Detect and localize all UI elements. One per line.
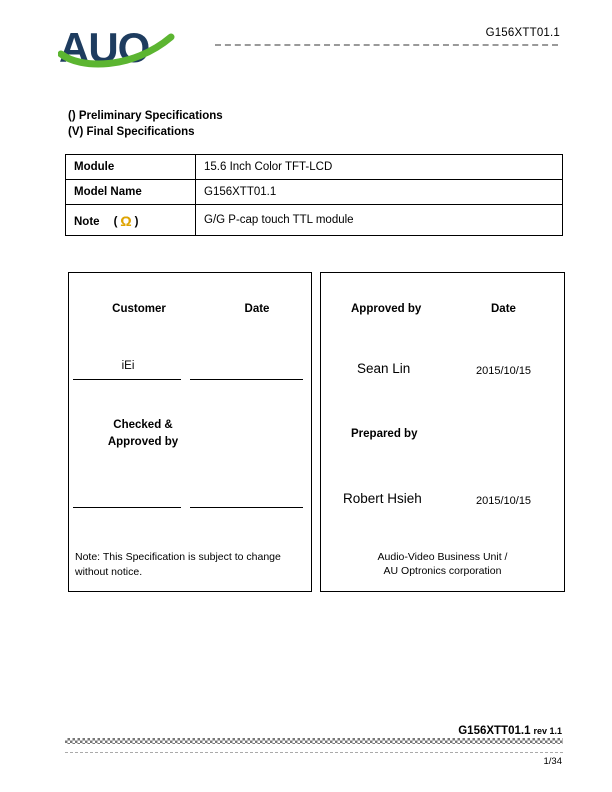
header-doc-number: G156XTT01.1 xyxy=(485,27,560,39)
checked-signature-line xyxy=(73,507,181,508)
checked-approved-header xyxy=(69,417,217,450)
header-dashed-line xyxy=(215,44,558,46)
model-name-label: Model Name xyxy=(66,180,196,205)
note-label: Note xyxy=(74,216,100,228)
organization-text xyxy=(321,550,564,578)
customer-date-line xyxy=(190,379,303,380)
approval-date-header: Date xyxy=(491,303,516,315)
checked-line2: Approved by xyxy=(107,435,179,448)
spec-status xyxy=(68,109,223,140)
footer-pattern-strip xyxy=(65,738,563,744)
approved-by-header: Approved by xyxy=(351,303,422,315)
footer-doc-number xyxy=(452,725,562,737)
checked-line1: Checked & xyxy=(113,419,173,431)
approver-date: 2015/10/15 xyxy=(476,365,532,377)
note-label-cell xyxy=(66,205,196,236)
org-line1: Audio-Video Business Unit / xyxy=(377,551,508,563)
customer-signature-line xyxy=(73,379,181,380)
auo-logo-svg xyxy=(58,24,178,76)
final-spec-line: (V) Final Specifications xyxy=(68,125,195,138)
approval-box xyxy=(320,272,565,592)
preparer-date: 2015/10/15 xyxy=(476,495,532,507)
note-value: G/G P-cap touch TTL module xyxy=(196,205,563,236)
table-row-note xyxy=(66,205,563,236)
customer-header: Customer xyxy=(112,303,166,315)
checked-date-line xyxy=(190,507,303,508)
table-row-module xyxy=(66,155,563,180)
change-notice-text: Note: This Specification is subject to change without notice. xyxy=(75,551,281,578)
prepared-by-header: Prepared by xyxy=(351,428,418,440)
auo-logo-text: AUO xyxy=(59,24,150,71)
module-label: Module xyxy=(66,155,196,180)
auo-logo xyxy=(58,24,178,76)
customer-box xyxy=(68,272,312,592)
approver-name: Sean Lin xyxy=(357,361,411,376)
note-paren-open: ( xyxy=(113,216,118,228)
note-paren-close: ) xyxy=(134,216,139,228)
model-name-value: G156XTT01.1 xyxy=(196,180,563,205)
note-icon: Ω xyxy=(120,213,132,229)
page-number: 1/34 xyxy=(543,756,562,767)
preparer-name: Robert Hsieh xyxy=(343,491,422,506)
table-row-model-name xyxy=(66,180,563,205)
footer-doc-number-text: G156XTT01.1 xyxy=(458,725,531,737)
org-line2: AU Optronics corporation xyxy=(383,565,502,578)
customer-date-header: Date xyxy=(244,303,270,315)
footer-revision: rev 1.1 xyxy=(533,726,562,736)
customer-name: iEi xyxy=(121,360,135,372)
preliminary-spec-line: () Preliminary Specifications xyxy=(68,110,223,122)
module-value: 15.6 Inch Color TFT-LCD xyxy=(196,155,563,180)
spec-table xyxy=(65,154,563,236)
footer-dashed-line xyxy=(65,752,563,753)
